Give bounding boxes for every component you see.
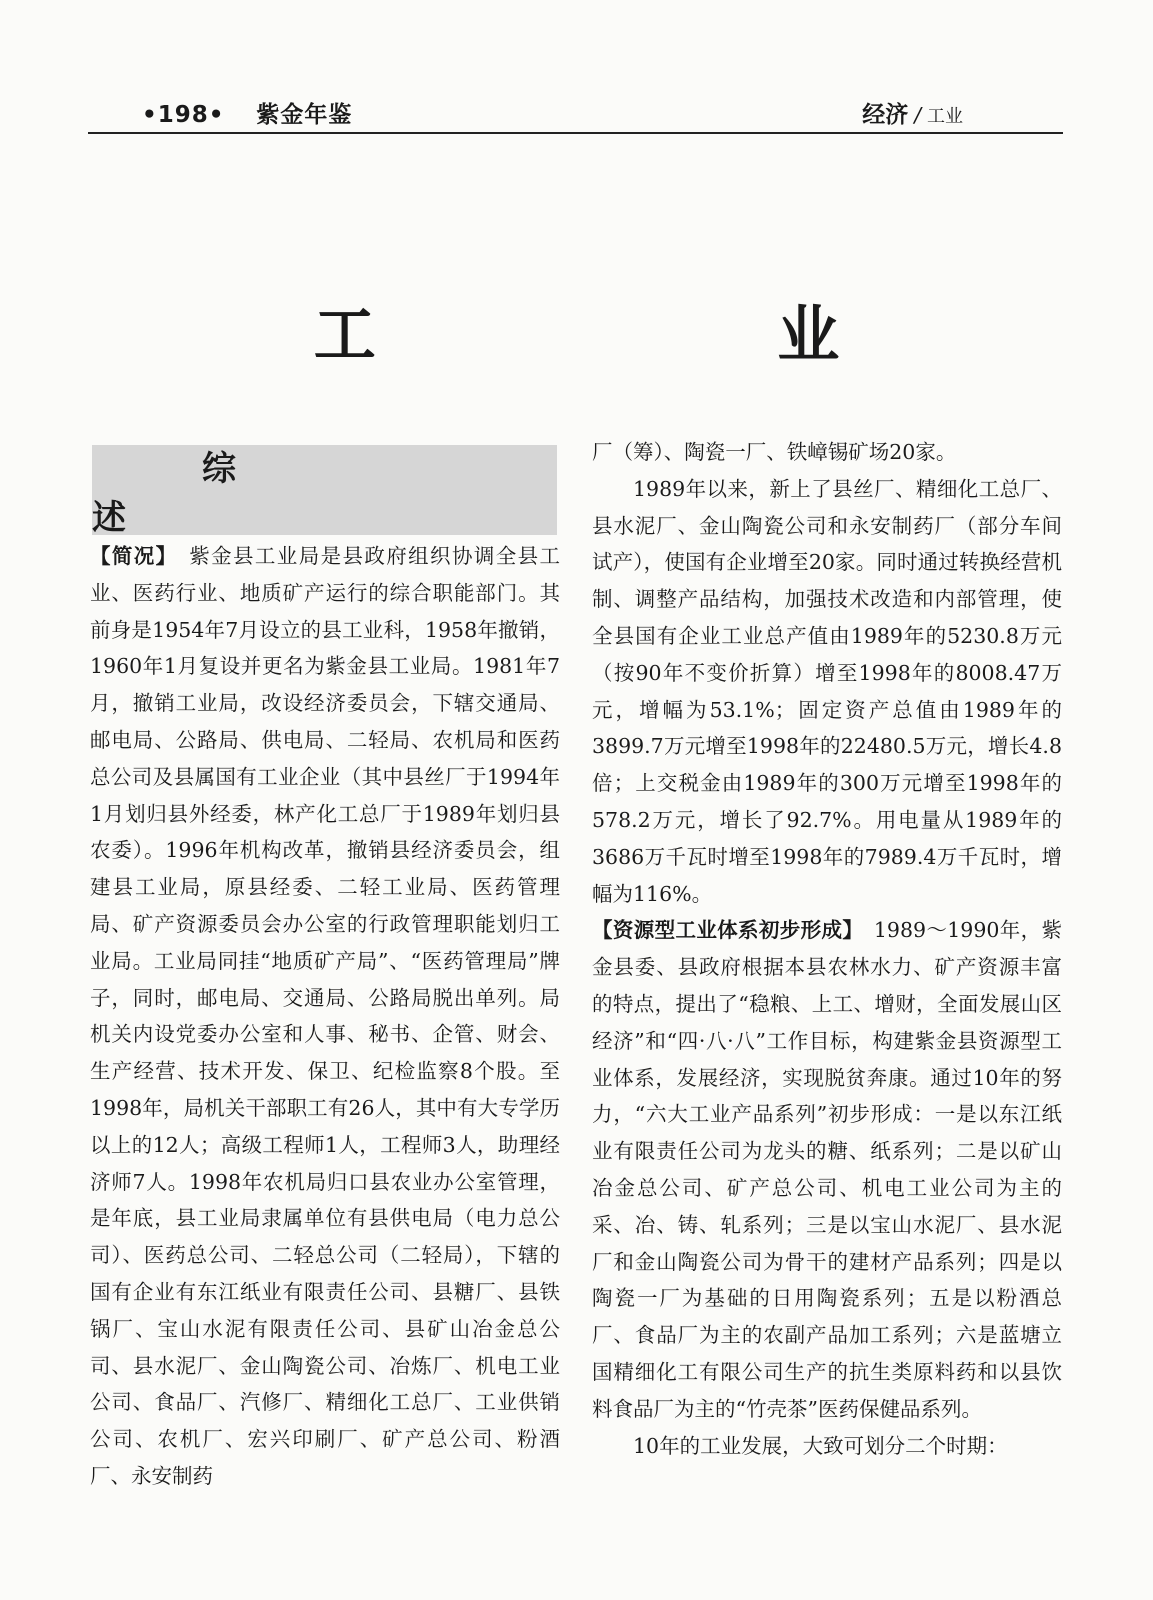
- paragraph-periods: 10年的工业发展，大致可划分二个时期：: [633, 1433, 1008, 1458]
- page-number: •198•: [142, 102, 225, 128]
- right-column: [592, 434, 1062, 1464]
- paragraph-lead: 【简况】: [90, 544, 168, 568]
- header-separator: /: [914, 103, 921, 127]
- header-right: [862, 96, 963, 129]
- left-column: [90, 538, 560, 1495]
- header-left: [142, 96, 352, 129]
- subsection-heading: 综 述: [92, 449, 346, 538]
- paragraph-lead: 【资源型工业体系初步形成】: [592, 918, 853, 943]
- book-title: 紫金年鉴: [256, 102, 353, 128]
- paragraph-overview: [90, 538, 560, 1495]
- running-header: [88, 96, 1063, 136]
- page-title: 工 业: [313, 298, 1030, 371]
- section-label: 经济: [862, 102, 909, 128]
- subsection-heading-box: [92, 445, 557, 538]
- paragraph-continued: 厂（筹）、陶瓷一厂、铁嶂锡矿场20家。: [592, 440, 957, 464]
- paragraph-text: 紫金县工业局是县政府组织协调全县工业、医药行业、地质矿产运行的综合职能部门。其前身是1954年7月设立的县工业科，1958年撤销，1960年1月复设并更名为紫金县工业局。1981年7月，撤销工业局，改设经济委员会，下辖交通局、邮电局、公路局、供电局、二轻局、农机局和医药总公司及县属国有工业企业（其中县丝厂于1994年1月划归县外经委，林产化工总厂于1989年划归县农委）。1996年机构改革，撤销县经济委员会，组建县工业局，原县经委、二轻工业局、医药管理局、矿产资源委员会办公室的行政管理职能划归工业局。工业局同挂“地质矿产局”、“医药管理局”牌子，同时，邮电局、交通局、公路局脱出单列。局机关内设党委办公室和人事、秘书、企管、财会、生产经营、技术开发、保卫、纪检监察8个股。至1998年，局机关干部职工有26人，其中有大专学历以上的12人；高级工程师1人，工程师3人，助理经济师7人。1998年农机局归口县农业办公室管理，是年底，县工业局隶属单位有县供电局（电力总公司）、医药总公司、二轻总公司（二轻局），下辖的国有企业有东江纸业有限责任公司、县糖厂、县铁锅厂、宝山水泥有限责任公司、县矿山冶金总公司、县水泥厂、金山陶瓷公司、冶炼厂、机电工业公司、食品厂、汽修厂、精细化工总厂、工业供销公司、农机厂、宏兴印刷厂、矿产总公司、粉酒厂、永安制药: [90, 544, 561, 1488]
- header-rule: [88, 132, 1063, 134]
- paragraph-resource-industry: [592, 912, 1062, 1427]
- paragraph-text: 1989～1990年，紫金县委、县政府根据本县农林水力、矿产资源丰富的特点，提出了“稳粮、上工、增财，全面发展山区经济”和“四·八·八”工作目标，构建紫金县资源型工业体系，发展经济，实现脱贫奔康。通过10年的努力，“六大工业产品系列”初步形成：一是以东江纸业有限责任公司为龙头的糖、纸系列；二是以矿山冶金总公司、矿产总公司、机电工业公司为主的采、冶、铸、轧系列；三是以宝山水泥厂、县水泥厂和金山陶瓷公司为骨干的建材产品系列；四是以陶瓷一厂为基础的日用陶瓷系列；五是以粉酒总厂、食品厂为主的农副产品加工系列；六是蓝塘立国精细化工有限公司生产的抗生类原料药和以县饮料食品厂为主的“竹壳茶”医药保健品系列。: [592, 918, 1063, 1421]
- subsection-label: 工业: [927, 106, 963, 127]
- paragraph-since-1989: 1989年以来，新上了县丝厂、精细化工总厂、县水泥厂、金山陶瓷公司和永安制药厂（部分车间试产），使国有企业增至20家。同时通过转换经营机制、调整产品结构，加强技术改造和内部管理，使全县国有企业工业总产值由1989年的5230.8万元（按90年不变价折算）增至1998年的8008.47万元，增幅为53.1%；固定资产总值由1989年的3899.7万元增至1998年的22480.5万元，增长4.8倍；上交税金由1989年的300万元增至1998年的578.2万元，增长了92.7%。用电量从1989年的3686万千瓦时增至1998年的7989.4万千瓦时，增幅为116%。: [592, 476, 1062, 906]
